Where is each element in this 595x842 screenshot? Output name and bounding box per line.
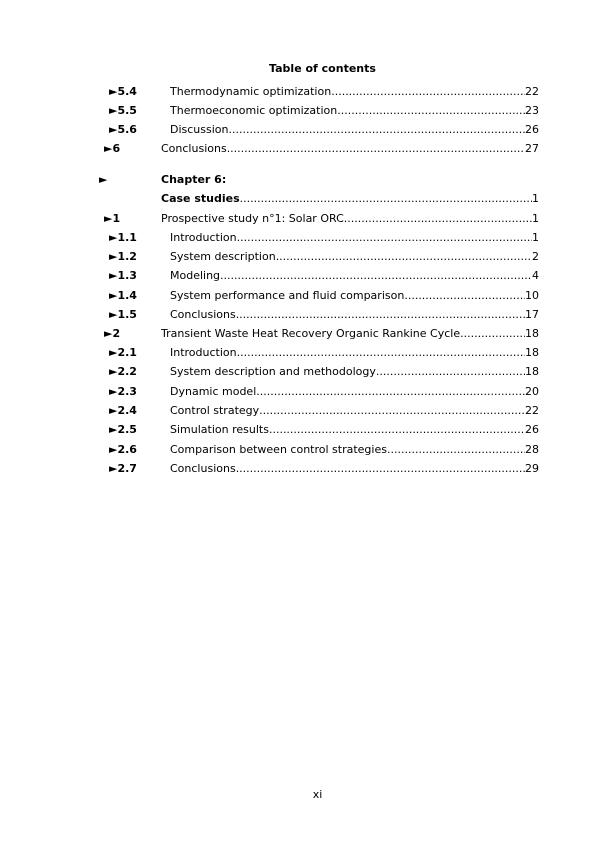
dot-leader	[376, 364, 525, 380]
toc-page: 28	[525, 443, 539, 456]
toc-entry-text	[161, 141, 539, 157]
toc-page: 1	[532, 231, 539, 244]
toc-label: System description and methodology	[170, 365, 376, 378]
toc-page: 1	[532, 212, 539, 225]
toc-label: Simulation results	[170, 423, 269, 436]
toc-number: ►2.3	[109, 385, 137, 398]
toc-number: ►2.6	[109, 443, 137, 456]
toc-entry-text	[161, 326, 539, 342]
toc-entry-2-4[interactable]	[0, 403, 595, 419]
toc-label: Introduction	[170, 231, 237, 244]
toc-number: ►5.4	[109, 85, 137, 98]
dot-leader	[237, 345, 525, 361]
toc-entry-1[interactable]	[0, 211, 595, 227]
toc-entry-text	[170, 249, 539, 265]
toc-page: 17	[525, 308, 539, 321]
toc-label: Modeling	[170, 269, 221, 282]
toc-number: ►1.3	[109, 269, 137, 282]
toc-page: 23	[525, 104, 539, 117]
toc-page: 18	[525, 365, 539, 378]
toc-entry-text	[170, 288, 539, 304]
toc-number: ►6	[104, 142, 121, 155]
dot-leader	[256, 384, 525, 400]
toc-entry-text	[170, 268, 539, 284]
toc-entry-1-2[interactable]	[0, 249, 595, 265]
toc-number: ►1	[104, 212, 121, 225]
toc-entry-1-1[interactable]	[0, 230, 595, 246]
toc-page: 4	[532, 269, 539, 282]
toc-number: ►1.2	[109, 250, 137, 263]
toc-entry-5-6[interactable]	[0, 122, 595, 138]
toc-entry-2-5[interactable]	[0, 422, 595, 438]
toc-number: ►5.6	[109, 123, 137, 136]
dot-leader	[344, 211, 532, 227]
dot-leader	[259, 403, 525, 419]
toc-label: Conclusions	[170, 462, 236, 475]
toc-page: 26	[525, 423, 539, 436]
toc-entry-1-4[interactable]	[0, 288, 595, 304]
toc-entry-5-5[interactable]	[0, 103, 595, 119]
chapter-heading: Chapter 6:	[161, 173, 227, 186]
toc-page: 29	[525, 462, 539, 475]
toc-entry-1-5[interactable]	[0, 307, 595, 323]
dot-leader	[237, 230, 532, 246]
toc-label: Prospective study n°1: Solar ORC	[161, 212, 344, 225]
toc-label: Introduction	[170, 346, 237, 359]
toc-label: Dynamic model	[170, 385, 257, 398]
toc-entry-text	[170, 403, 539, 419]
dot-leader	[240, 191, 532, 207]
toc-label: Thermoeconomic optimization	[170, 104, 338, 117]
toc-entry-2-3[interactable]	[0, 384, 595, 400]
toc-page: 22	[525, 85, 539, 98]
dot-leader	[387, 442, 525, 458]
toc-entry-text	[170, 461, 539, 477]
toc-number: ►2	[104, 327, 121, 340]
toc-number: ►2.5	[109, 423, 137, 436]
toc-page: 20	[525, 385, 539, 398]
toc-entry-2-6[interactable]	[0, 442, 595, 458]
toc-page: 2	[532, 250, 539, 263]
toc-entry-text	[161, 191, 539, 207]
dot-leader	[220, 268, 532, 284]
toc-entry-1-3[interactable]	[0, 268, 595, 284]
toc-entry-2-2[interactable]	[0, 364, 595, 380]
toc-entry-text	[170, 122, 539, 138]
toc-label: Discussion	[170, 123, 229, 136]
toc-label: Transient Waste Heat Recovery Organic Rankine Cycle	[161, 327, 461, 340]
toc-page: 18	[525, 327, 539, 340]
toc-label: Thermodynamic optimization	[170, 85, 332, 98]
toc-number: ►2.2	[109, 365, 137, 378]
toc-page: 10	[525, 289, 539, 302]
toc-label: Comparison between control strategies	[170, 443, 387, 456]
toc-page: 26	[525, 123, 539, 136]
toc-entry-text	[170, 422, 539, 438]
toc-label: System performance and fluid comparison	[170, 289, 405, 302]
toc-page: 18	[525, 346, 539, 359]
dot-leader	[269, 422, 525, 438]
dot-leader	[229, 122, 526, 138]
toc-number: ►2.7	[109, 462, 137, 475]
chapter-heading-row[interactable]	[0, 172, 595, 188]
toc-entry-2[interactable]	[0, 326, 595, 342]
toc-number: ►1.5	[109, 308, 137, 321]
dot-leader	[404, 288, 525, 304]
dot-leader	[227, 141, 525, 157]
toc-label: System description	[170, 250, 276, 263]
toc-label: Conclusions	[161, 142, 227, 155]
toc-number: ►1.4	[109, 289, 137, 302]
toc-entry-text	[170, 345, 539, 361]
page-title: Table of contents	[269, 62, 376, 75]
dot-leader	[276, 249, 532, 265]
dot-leader	[460, 326, 525, 342]
toc-entry-text	[170, 230, 539, 246]
toc-label: Control strategy	[170, 404, 260, 417]
toc-page: 22	[525, 404, 539, 417]
toc-entry-text	[170, 103, 539, 119]
toc-entry-text	[170, 442, 539, 458]
dot-leader	[337, 103, 525, 119]
toc-page: 27	[525, 142, 539, 155]
chapter-title: Case studies	[161, 192, 240, 205]
toc-entry-text	[170, 364, 539, 380]
toc-number: ►5.5	[109, 104, 137, 117]
page-number: xi	[312, 788, 323, 801]
chapter-marker: ►	[99, 173, 108, 186]
toc-page: 1	[532, 192, 539, 205]
toc-entry-text	[170, 84, 539, 100]
toc-number: ►2.1	[109, 346, 137, 359]
toc-entry-2-1[interactable]	[0, 345, 595, 361]
toc-entry-5-4[interactable]	[0, 84, 595, 100]
toc-entry-2-7[interactable]	[0, 461, 595, 477]
toc-entry-6[interactable]	[0, 141, 595, 157]
dot-leader	[236, 307, 525, 323]
toc-label: Conclusions	[170, 308, 236, 321]
toc-entry-chapter-title[interactable]	[0, 191, 595, 207]
toc-entry-text	[170, 384, 539, 400]
toc-number: ►1.1	[109, 231, 137, 244]
toc-entry-text	[170, 307, 539, 323]
dot-leader	[331, 84, 525, 100]
dot-leader	[236, 461, 525, 477]
toc-number: ►2.4	[109, 404, 137, 417]
toc-entry-text	[161, 211, 539, 227]
